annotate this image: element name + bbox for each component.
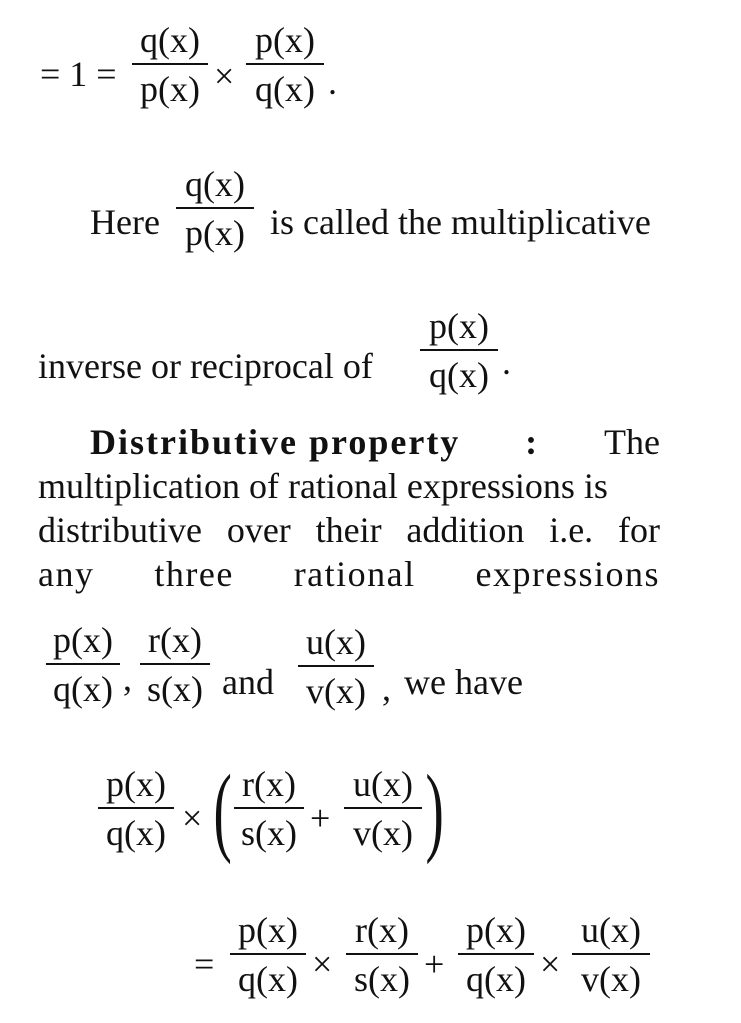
eq2-f1-numerator: p(x) (106, 764, 166, 804)
line3-word: distributive (38, 510, 202, 550)
eq2-left-paren: ( (213, 754, 232, 865)
inverse-fraction (420, 308, 498, 393)
three-f2-numerator: r(x) (148, 620, 202, 660)
eq3-f4-denominator: v(x) (581, 959, 641, 999)
fraction-bar (46, 663, 120, 665)
eq3-f4-numerator: u(x) (581, 910, 641, 950)
three-fracs-f1 (46, 622, 120, 707)
eq2-plus: + (310, 798, 331, 838)
eq2-fraction-3 (344, 766, 422, 851)
inverse-f-denominator: q(x) (429, 355, 489, 395)
fraction-bar (234, 807, 304, 809)
here-fraction (176, 166, 254, 251)
eq3-fraction-2 (346, 912, 418, 997)
fraction-bar (132, 63, 208, 65)
eq3-times-1: × (312, 944, 333, 984)
eq3-f3-denominator: q(x) (466, 959, 526, 999)
eq2-f2-numerator: r(x) (242, 764, 296, 804)
paragraph-line-3 (38, 508, 660, 552)
heading-colon: : (525, 422, 540, 462)
eq2-times: × (182, 798, 203, 838)
fraction-bar (344, 807, 422, 809)
three-comma-2: , (382, 668, 391, 708)
line3-word: for (617, 510, 660, 550)
three-f1-denominator: q(x) (53, 669, 113, 709)
line3-word: addition (406, 510, 525, 550)
eq3-plus: + (424, 944, 445, 984)
line4-word: expressions (475, 554, 660, 594)
eq3-fraction-4 (572, 912, 650, 997)
paragraph-line-2 (38, 464, 660, 508)
eq2-fraction-2 (234, 766, 304, 851)
line4-word: three (154, 554, 234, 594)
eq2-fraction-1 (98, 766, 174, 851)
eq1-f2-numerator: p(x) (255, 20, 315, 60)
line3-word: over (226, 510, 291, 550)
eq1-f2-denominator: q(x) (255, 69, 315, 109)
eq3-fraction-1 (230, 912, 306, 997)
three-f3-denominator: v(x) (306, 671, 366, 711)
eq3-f3-numerator: p(x) (466, 910, 526, 950)
eq1-f1-denominator: p(x) (140, 69, 200, 109)
here-f-numerator: q(x) (185, 164, 245, 204)
fraction-bar (298, 665, 374, 667)
line1-after: The (604, 422, 660, 462)
fraction-bar (420, 349, 498, 351)
fraction-bar (98, 807, 174, 809)
here-f-denominator: p(x) (185, 213, 245, 253)
eq3-f1-denominator: q(x) (238, 959, 298, 999)
eq1-f1-numerator: q(x) (140, 20, 200, 60)
three-and: and (222, 662, 274, 702)
fraction-bar (572, 953, 650, 955)
fraction-bar (176, 207, 254, 209)
three-comma-1: , (123, 658, 132, 698)
fraction-bar (458, 953, 534, 955)
three-we-have: we have (404, 662, 523, 702)
three-f3-numerator: u(x) (306, 622, 366, 662)
eq3-times-2: × (540, 944, 561, 984)
eq1-lead: = 1 = (40, 54, 117, 94)
here-word: Here (90, 202, 160, 242)
inverse-period: . (502, 342, 511, 382)
inverse-text: inverse or reciprocal of (38, 346, 373, 386)
line3-word: i.e. (549, 510, 594, 550)
fraction-bar (246, 63, 324, 65)
eq2-f3-denominator: v(x) (353, 813, 413, 853)
eq2-right-paren: ) (425, 754, 444, 865)
eq2-f2-denominator: s(x) (241, 813, 297, 853)
distributive-paragraph (38, 420, 660, 596)
eq3-equals: = (194, 944, 215, 984)
three-fracs-f2 (140, 622, 210, 707)
eq2-f3-numerator: u(x) (353, 764, 413, 804)
eq2-f1-denominator: q(x) (106, 813, 166, 853)
three-f1-numerator: p(x) (53, 620, 113, 660)
line2-text: multiplication of rational expressions is (38, 466, 608, 506)
line4-word: rational (293, 554, 416, 594)
line4-word: any (38, 554, 95, 594)
fraction-bar (230, 953, 306, 955)
eq3-f2-denominator: s(x) (354, 959, 410, 999)
three-f2-denominator: s(x) (147, 669, 203, 709)
eq1-times: × (214, 56, 235, 96)
line3-word: their (315, 510, 382, 550)
inverse-f-numerator: p(x) (429, 306, 489, 346)
eq1-fraction-2 (246, 22, 324, 107)
fraction-bar (140, 663, 210, 665)
fraction-bar (346, 953, 418, 955)
eq1-period: . (328, 62, 337, 102)
eq3-f2-numerator: r(x) (355, 910, 409, 950)
paragraph-line-4 (38, 552, 660, 596)
here-rest-text: is called the multiplicative (270, 202, 651, 242)
eq3-fraction-3 (458, 912, 534, 997)
distributive-heading: Distributive property (90, 422, 461, 462)
eq1-fraction-1 (132, 22, 208, 107)
paragraph-line-1 (38, 420, 660, 464)
eq3-f1-numerator: p(x) (238, 910, 298, 950)
three-fracs-f3 (298, 624, 374, 709)
